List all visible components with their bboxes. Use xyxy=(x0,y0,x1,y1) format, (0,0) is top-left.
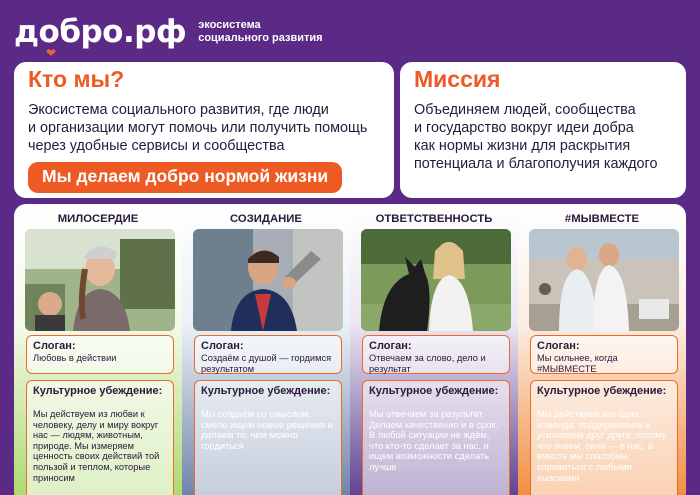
belief-box: Культурное убеждение: Мы создаём со смыслом, смело ищем новые решения и делаем то, чем можно гордиться xyxy=(194,380,342,495)
slogan-box: Слоган: Любовь в действии xyxy=(26,335,174,374)
slogan-text: Мы сильнее, когда #МЫВМЕСТЕ xyxy=(537,353,618,374)
value-title: ОТВЕТСТВЕННОСТЬ xyxy=(375,213,493,225)
slogan-text: Создаём с душой — гордимся результатом xyxy=(201,353,332,374)
belief-text: Мы создаём со смыслом, смело ищем новые решения и делаем то, чем можно гордиться xyxy=(201,409,333,451)
main-slogan: Мы делаем добро нормой жизни xyxy=(28,162,342,193)
volunteers-photo xyxy=(25,229,175,331)
belief-text: Мы действуем из любви к человеку, делу и миру вокруг нас — людям, животным, природе. Мы измеряем ценность своих действий той пользой и теплом, которые приносим xyxy=(33,409,160,483)
mission-text: Объединяем людей, сообщества и государство вокруг идеи добра как нормы жизни для раскрытия потенциала и благополучия каждого xyxy=(414,102,658,172)
belief-box: Культурное убеждение: Мы действуем из любви к человеку, делу и миру вокруг нас — людям, животным, природе. Мы измеряем ценность своих действий той пользой и теплом, которые приносим xyxy=(26,380,174,495)
dobro-logo[interactable]: добро.рф ❤ xyxy=(14,13,187,60)
slogan-text: Отвечаем за слово, дело и результат xyxy=(369,353,486,374)
mission-card xyxy=(400,62,686,198)
value-column-mercy xyxy=(14,204,182,495)
heart-icon: ❤ xyxy=(46,45,56,60)
who-card xyxy=(14,62,394,198)
value-title: СОЗИДАНИЕ xyxy=(230,213,302,225)
value-title: МИЛОСЕРДИЕ xyxy=(57,213,139,225)
value-column-creation xyxy=(182,204,350,495)
values-section xyxy=(14,204,686,495)
slogan-box: Слоган: Мы сильнее, когда #МЫВМЕСТЕ xyxy=(530,335,678,374)
mission-title: Миссия xyxy=(414,66,501,92)
tagline: экосистема социального развития xyxy=(198,19,323,44)
slogan-box: Слоган: Создаём с душой — гордимся результатом xyxy=(194,335,342,374)
belief-box: Культурное убеждение: Мы отвечаем за результат. Делаем качественно и в срок. В любой ситуации не ждём, что кто-то сделает за нас, и ищем возможности сделать лучше xyxy=(362,380,510,495)
cleanup-photo xyxy=(529,229,679,331)
who-text: Экосистема социального развития, где люди и организации могут помочь или получить помощь через удобные сервисы и сообщества xyxy=(28,102,368,154)
header xyxy=(14,12,323,60)
value-title: #МЫВМЕСТЕ xyxy=(564,213,640,225)
who-title: Кто мы? xyxy=(28,66,125,92)
belief-box: Культурное убеждение: Мы действуем как одна команда, поддерживаем и усиливаем друг друга, потому что знаем: сила — в нас, а вместе мы способны справиться с любыми вызовами xyxy=(530,380,678,495)
value-column-together xyxy=(518,204,686,495)
creator-photo xyxy=(193,229,343,331)
slogan-box: Слоган: Отвечаем за слово, дело и результат xyxy=(362,335,510,374)
slogan-text: Любовь в действии xyxy=(33,353,117,363)
belief-text: Мы действуем как одна команда, поддерживаем и усиливаем друг друга, потому что знаем: сила — в нас, а вместе мы способны справиться с любыми вызовами xyxy=(537,409,667,483)
value-column-responsibility xyxy=(350,204,518,495)
belief-text: Мы отвечаем за результат. Делаем качественно и в срок. В любой ситуации не ждём, что кто-то сделает за нас, и ищем возможности сделать лучше xyxy=(369,409,499,472)
dog-photo xyxy=(361,229,511,331)
